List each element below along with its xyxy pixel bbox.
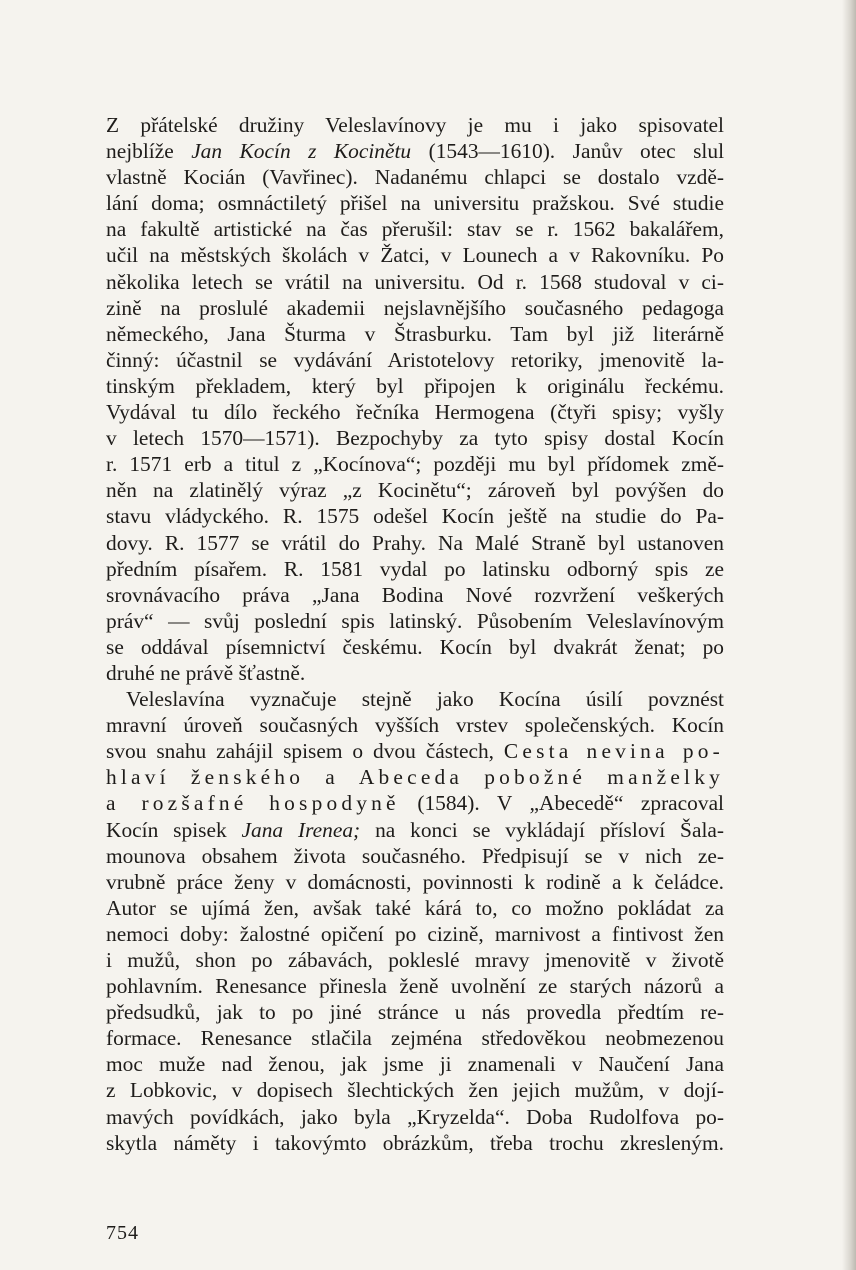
text-run: nejblíže (106, 139, 192, 164)
text-line (106, 1104, 724, 1130)
text-run: činný: účastnil se vydávání Aristotelovy retoriky, jmenovitě la- (106, 347, 724, 372)
text-run: mravní úroveň současných vyšších vrstev společenských. Kocín (106, 713, 724, 738)
text-line (106, 973, 724, 999)
text-line (106, 321, 724, 347)
text-run: stavu vládyckého. R. 1575 odešel Kocín ještě na studie do Pa- (106, 504, 724, 529)
text-run: zině na proslulé akademii nejslavnějšího současného pedagoga (106, 295, 724, 320)
text-line (106, 530, 724, 556)
text-line (106, 921, 724, 947)
page-edge-shadow (842, 0, 856, 1270)
text-run: r. 1571 erb a titul z „Kocínova“; později mu byl přídomek změ- (106, 452, 724, 477)
text-run: pohlavním. Renesance přinesla ženě uvolnění ze starých názorů a (106, 974, 724, 999)
text-line (106, 556, 724, 582)
text-run: lání doma; osmnáctiletý přišel na universitu pražskou. Své studie (106, 191, 724, 216)
text-run: nemoci doby: žalostné opičení po cizině, marnivost a fintivost žen (106, 921, 724, 946)
text-run: Z přátelské družiny Veleslavínovy je mu i jako spisovatel (106, 113, 724, 137)
text-run: několika letech se vrátil na universitu. Od r. 1568 studoval v ci- (106, 269, 724, 294)
text-line (106, 947, 724, 973)
text-line (106, 425, 724, 451)
text-line (106, 582, 724, 608)
text-line (106, 216, 724, 242)
text-run: mavých povídkách, jako byla „Kryzelda“. Doba Rudolfova po- (106, 1104, 724, 1129)
text-run: na konci se vykládají přísloví Šala- (360, 817, 724, 842)
italic-text: Jana Irenea; (241, 817, 361, 842)
text-line (106, 712, 724, 738)
text-run: vrubně práce ženy v domácnosti, povinnosti k rodině a k čeládce. (106, 869, 724, 894)
text-line (106, 999, 724, 1025)
text-run: moc muže nad ženou, jak jsme ji znamenali v Naučení Jana (106, 1052, 724, 1077)
text-line (106, 1051, 724, 1077)
text-line (106, 269, 724, 295)
text-run: německého, Jana Šturma v Štrasburku. Tam byl již literárně (106, 321, 724, 346)
text-run: v letech 1570—1571). Bezpochyby za tyto spisy dostal Kocín (106, 426, 724, 451)
text-run: srovnávacího práva „Jana Bodina Nové rozvržení veškerých (106, 582, 724, 607)
text-run: něn na zlatinělý výraz „z Kocinětu“; zároveň byl povýšen do (106, 478, 724, 503)
text-run: dovy. R. 1577 se vrátil do Prahy. Na Malé Straně byl ustanoven (106, 530, 724, 555)
text-line (106, 451, 724, 477)
text-line (106, 843, 724, 869)
spaced-text: hlaví ženského a Abeceda pobožné manželky (106, 765, 724, 790)
text-run: i mužů, shon po zábavách, pokleslé mravy jmenovitě v životě (106, 948, 724, 972)
text-line (106, 399, 724, 425)
page-number: 754 (106, 1222, 139, 1244)
text-line (106, 686, 724, 712)
text-line (106, 1025, 724, 1051)
text-run: (1543—1610). Janův otec slul (411, 139, 725, 164)
text-line (106, 817, 724, 843)
text-run: vlastně Kocián (Vavřinec). Nadanému chlapci se dostalo vzdě- (106, 165, 724, 190)
text-run: svou snahu zahájil spisem o dvou částech, (106, 739, 504, 764)
text-line (106, 112, 724, 138)
text-run: (1584). V „Abecedě“ zpracoval (399, 791, 725, 816)
text-line (106, 190, 724, 216)
text-line (106, 738, 724, 764)
text-line (106, 634, 724, 660)
body-text (106, 112, 724, 1156)
text-run: na fakultě artistické na čas přerušil: stav se r. 1562 bakalářem, (106, 217, 724, 242)
text-run: předsudků, jak to po jiné stránce u nás provedla předtím re- (106, 1000, 724, 1025)
text-line (106, 895, 724, 921)
text-line (106, 373, 724, 399)
spaced-text: Cesta nevina po- (503, 739, 724, 764)
text-run: formace. Renesance stlačila zejména středověkou neobmezenou (106, 1026, 724, 1051)
text-line (106, 764, 724, 790)
text-run: mounova obsahem života současného. Předpisují se v nich ze- (106, 843, 724, 868)
text-line (106, 477, 724, 503)
text-run: druhé ne právě šťastně. (106, 660, 306, 685)
text-line (106, 1077, 724, 1103)
text-line (106, 503, 724, 529)
text-line (106, 347, 724, 373)
spaced-text: a rozšafné hospodyně (106, 791, 400, 816)
text-run: z Lobkovic, v dopisech šlechtických žen jejich mužům, v dojí- (106, 1078, 724, 1103)
text-line (106, 164, 724, 190)
text-run: skytla náměty i takovýmto obrázkům, třeba trochu zkresleným. (106, 1130, 724, 1155)
text-line (106, 790, 724, 816)
text-run: Veleslavína vyznačuje stejně jako Kocína úsilí povznést (126, 687, 724, 712)
italic-text: Jan Kocín z Kocinětu (191, 139, 412, 164)
text-run: Vydával tu dílo řeckého řečníka Hermogena (čtyři spisy; vyšly (106, 400, 724, 425)
text-run: učil na městských školách v Žatci, v Lounech a v Rakovníku. Po (106, 243, 724, 268)
text-line (106, 608, 724, 634)
text-run: předním písařem. R. 1581 vydal po latinsku odborný spis ze (106, 556, 724, 581)
text-run: se oddával písemnictví českému. Kocín byl dvakrát ženat; po (106, 634, 724, 659)
text-run: tinským překladem, který byl připojen k originálu řeckému. (106, 373, 724, 398)
text-line (106, 295, 724, 321)
text-run: Kocín spisek (106, 817, 242, 842)
text-line (106, 869, 724, 895)
text-line (106, 660, 724, 686)
text-line (106, 1130, 724, 1156)
text-line (106, 242, 724, 268)
text-run: práv“ — svůj poslední spis latinský. Působením Veleslavínovým (106, 608, 724, 633)
text-line (106, 138, 724, 164)
text-run: Autor se ujímá žen, avšak také kárá to, co možno pokládat za (106, 895, 724, 920)
